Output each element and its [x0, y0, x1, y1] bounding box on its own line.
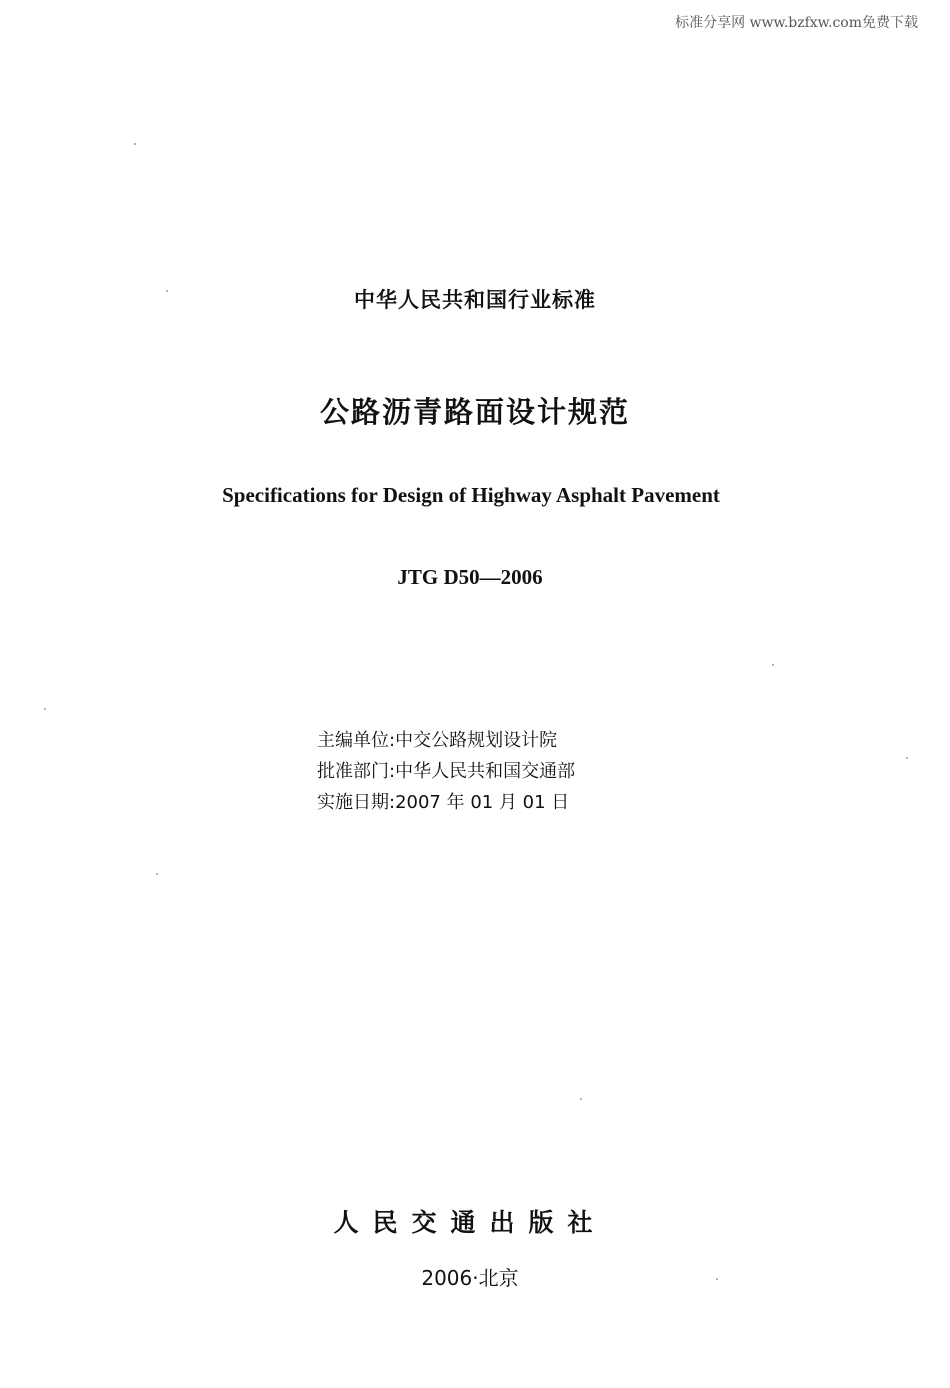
info-value: 中交公路规划设计院: [395, 730, 558, 751]
info-value: 中华人民共和国交通部: [395, 761, 576, 782]
scan-speck: [716, 1278, 718, 1280]
watermark: 标准分享网 www.bzfxw.com免费下载: [675, 15, 918, 31]
standard-code: JTG D50—2006: [397, 565, 543, 589]
publisher: 人民交通出版社: [333, 1208, 607, 1237]
document-info: [317, 725, 575, 818]
info-label: 实施日期: [317, 792, 389, 813]
info-label: 批准部门: [317, 761, 389, 782]
document-title-cn: 公路沥青路面设计规范: [319, 395, 630, 429]
scan-speck: [580, 1098, 582, 1100]
publication-date: 2006·北京: [421, 1266, 519, 1290]
standard-series: 中华人民共和国行业标准: [354, 288, 596, 312]
scan-speck: [134, 143, 136, 145]
scan-speck: [772, 664, 774, 666]
document-title-en: Specifications for Design of Highway Asphalt Pavement: [222, 483, 720, 507]
info-row-editor: 主编单位:中交公路规划设计院: [317, 730, 558, 751]
scan-speck: [44, 708, 46, 710]
info-row-effective-date: 实施日期:2007 年 01 月 01 日: [317, 792, 570, 813]
scan-speck: [156, 873, 158, 875]
info-label: 主编单位: [317, 730, 389, 751]
scan-speck: [906, 757, 908, 759]
info-value: 2007 年 01 月 01 日: [395, 792, 570, 813]
info-row-approver: 批准部门:中华人民共和国交通部: [317, 761, 576, 782]
scan-speck: [166, 290, 168, 292]
